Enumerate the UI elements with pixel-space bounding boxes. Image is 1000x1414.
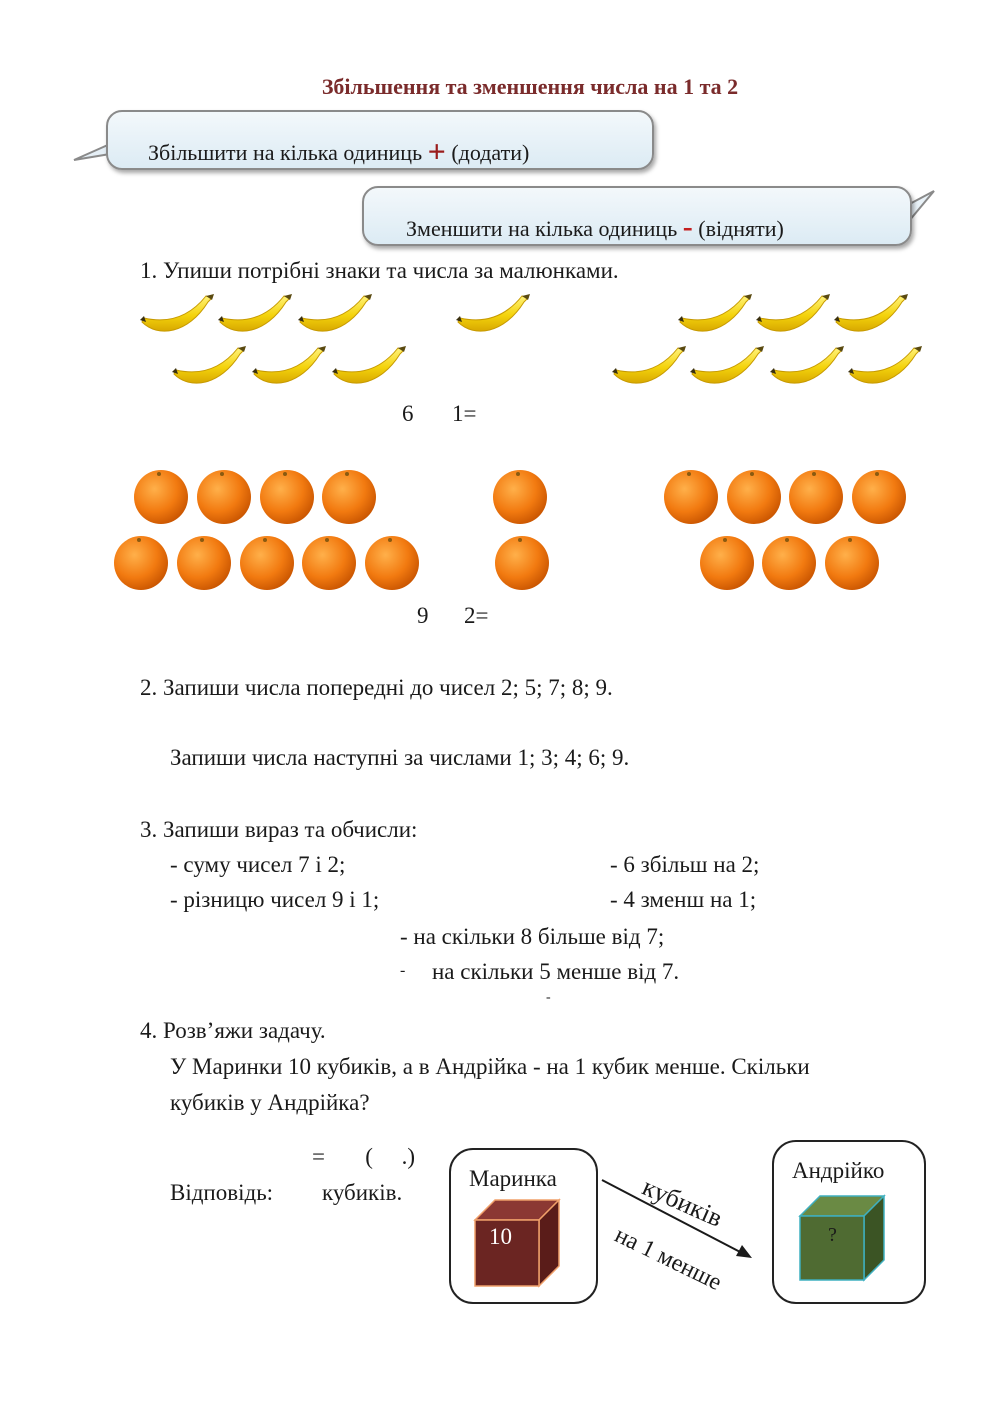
banana-icon — [252, 346, 326, 383]
orange-icon — [700, 536, 754, 590]
banana-icon — [770, 346, 844, 383]
andriiko-cube-icon — [798, 1194, 888, 1284]
banana-group-right — [612, 294, 922, 383]
task4-problem-line2: кубиків у Андрійка? — [170, 1090, 370, 1115]
banana-icon — [756, 294, 830, 331]
marynka-card — [449, 1148, 598, 1304]
orange-group-left — [114, 470, 419, 590]
orange-icon — [762, 536, 816, 590]
orange-icon — [365, 536, 419, 590]
task2-line2: Запиши числа наступні за числами 1; 3; 4; 6; 9. — [170, 745, 630, 770]
orange-icon — [322, 470, 376, 524]
orange-icon — [260, 470, 314, 524]
andriiko-value: ? — [828, 1224, 837, 1246]
banana-icon — [848, 346, 922, 383]
banana-icon — [172, 346, 246, 383]
bananas-expr-a: 6 — [402, 401, 414, 426]
orange-icon — [852, 470, 906, 524]
decrease-bubble — [362, 186, 912, 246]
orange-icon — [495, 536, 549, 590]
answer-equation: = ( .) — [312, 1144, 416, 1169]
bananas-expr-b: 1= — [452, 401, 477, 426]
orange-group-middle — [493, 470, 549, 590]
orange-icon — [134, 470, 188, 524]
marynka-name: Маринка — [469, 1166, 557, 1191]
banana-group-left — [140, 294, 406, 383]
marynka-cube-icon — [473, 1196, 563, 1288]
orange-group-right — [664, 470, 906, 590]
banana-icon — [140, 294, 214, 331]
task3-item-sum: - суму чисел 7 і 2; — [170, 852, 346, 877]
orange-icon — [197, 470, 251, 524]
arrow-label-top: кубиків — [638, 1172, 727, 1233]
marynka-value: 10 — [489, 1224, 512, 1249]
task3-item-less: на скільки 5 менше від 7. — [432, 959, 680, 984]
orange-icon — [240, 536, 294, 590]
orange-icon — [302, 536, 356, 590]
decrease-bubble-text: Зменшити на кілька одиниць — [406, 216, 678, 241]
task4-problem-line1: У Маринки 10 кубиків, а в Андрійка - на 1 кубик менше. Скільки — [170, 1054, 810, 1079]
oranges-expr-a: 9 — [417, 603, 429, 628]
banana-icon — [834, 294, 908, 331]
orange-icon — [727, 470, 781, 524]
minus-icon: - — [682, 210, 693, 243]
orange-icon — [114, 536, 168, 590]
banana-icon — [218, 294, 292, 331]
answer-unit: кубиків. — [322, 1180, 403, 1205]
andriiko-card — [772, 1140, 926, 1304]
decrease-bubble-suffix: (відняти) — [698, 216, 784, 241]
banana-icon — [456, 294, 530, 331]
increase-bubble-text: Збільшити на кілька одиниць — [148, 140, 423, 165]
task3-item-increase: - 6 збільш на 2; — [610, 852, 760, 877]
stray-dash: - — [546, 990, 551, 1005]
banana-icon — [332, 346, 406, 383]
increase-bubble — [106, 110, 654, 170]
banana-group-middle — [456, 294, 530, 331]
page-title: Збільшення та зменшення числа на 1 та 2 — [321, 74, 739, 99]
increase-bubble-suffix: (додати) — [451, 140, 530, 165]
task3-item-difference: - різницю чисел 9 і 1; — [170, 887, 380, 912]
answer-label: Відповідь: — [170, 1180, 274, 1205]
task3-heading: 3. Запиши вираз та обчисли: — [140, 817, 418, 842]
banana-icon — [612, 346, 686, 383]
banana-icon — [298, 294, 372, 331]
orange-icon — [825, 536, 879, 590]
task1-heading: 1. Упиши потрібні знаки та числа за малюнками. — [140, 258, 619, 283]
orange-icon — [177, 536, 231, 590]
task3-item-decrease: - 4 зменш на 1; — [610, 887, 757, 912]
arrow-label-bottom: на 1 менше — [610, 1222, 726, 1296]
banana-icon — [678, 294, 752, 331]
orange-icon — [664, 470, 718, 524]
task3-item-more: - на скільки 8 більше від 7; — [400, 924, 665, 949]
orange-icon — [789, 470, 843, 524]
plus-icon: + — [427, 133, 446, 169]
orange-icon — [493, 470, 547, 524]
task2-line1: 2. Запиши числа попередні до чисел 2; 5; 7; 8; 9. — [140, 675, 613, 700]
task3-item-less-dash: - — [400, 962, 406, 979]
bananas-illustration — [0, 280, 1000, 400]
oranges-illustration — [0, 462, 1000, 597]
task4-heading: 4. Розв’яжи задачу. — [140, 1018, 326, 1043]
andriiko-name: Андрійко — [792, 1158, 885, 1183]
oranges-expr-b: 2= — [464, 603, 489, 628]
banana-icon — [690, 346, 764, 383]
